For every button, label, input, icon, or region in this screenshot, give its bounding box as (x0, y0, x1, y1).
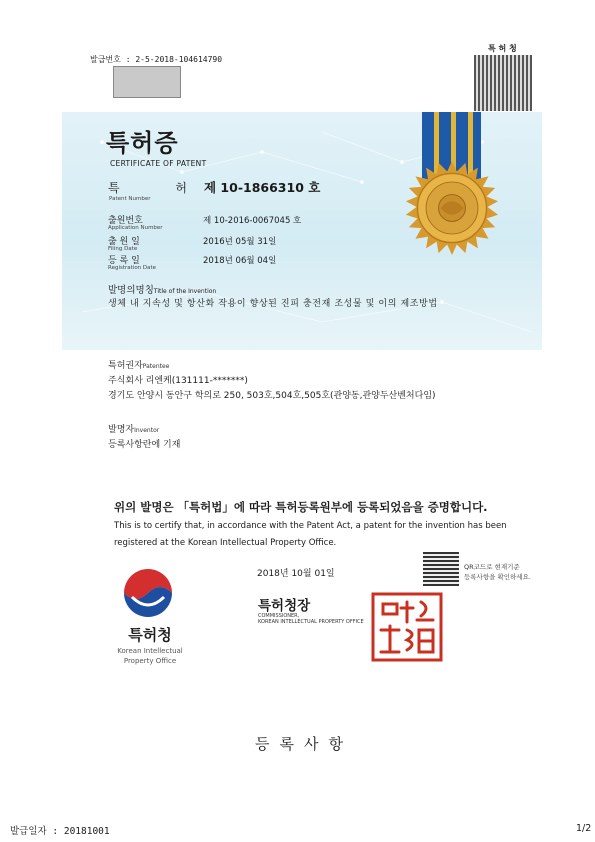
commissioner-en-line1: COMMISSIONER, (258, 613, 300, 619)
gold-seal (404, 160, 500, 256)
filing-date-label: 출 원 일 (108, 237, 140, 247)
filing-date-value: 2016년 05월 31일 (203, 237, 277, 247)
qr-code-top (474, 55, 532, 111)
patentee-name: 주식회사 리엔케(131111-*******) (108, 376, 248, 386)
filing-date-label-en: Filing Date (108, 246, 138, 252)
invention-title-label (108, 282, 216, 296)
patentee-label-ko: 특허권자 (108, 361, 143, 371)
qr-code-bottom (423, 552, 459, 586)
issue-date: 발급일자 : 20181001 (10, 826, 110, 837)
inventor-value: 등록사항란에 기재 (108, 440, 181, 450)
certificate-subtitle: CERTIFICATE OF PATENT (110, 159, 207, 168)
kipo-logo-ko: 특허청 (128, 626, 172, 644)
commissioner-title-ko: 특허청장 (258, 598, 311, 614)
application-number-label: 출원번호 (108, 216, 143, 226)
qr-side-mark (458, 56, 470, 116)
page-number: 1/2 (576, 823, 592, 834)
certification-statement-en: This is to certify that, in accordance with the Patent Act, a patent for the invention has been registered at the Korean Intellectual Property Office. (114, 521, 507, 548)
registration-date-label-en: Registration Date (108, 265, 157, 271)
issue-number: 발급번호 : 2-5-2018-104614790 (90, 55, 223, 64)
barcode-image (113, 66, 181, 98)
patentee-label (108, 358, 169, 371)
commissioner-title-en (258, 613, 364, 625)
patent-number-label: 특 허 (108, 181, 213, 195)
inventor-label-en: Inventor (134, 427, 160, 434)
commissioner-en-line2: KOREAN INTELLECTUAL PROPERTY OFFICE (258, 619, 364, 625)
invention-title-label-ko: 발명의명칭 (108, 285, 154, 296)
invention-title-label-en: Title of the Invention (153, 288, 217, 295)
patentee-label-en: Patentee (142, 363, 170, 370)
patent-number-value: 제 10-1866310 호 (204, 180, 321, 195)
kipo-logo-en-line1: Korean Intellectual (117, 647, 183, 655)
certificate-date: 2018년 10월 01일 (257, 569, 335, 579)
application-number-value: 제 10-2016-0067045 호 (203, 216, 302, 226)
invention-title: 생체 내 지속성 및 항산화 작용이 향상된 진피 충전재 조성물 및 이의 제조방법 (108, 299, 438, 309)
inventor-label (108, 422, 159, 435)
qr-instruction-line2: 등록사항을 확인하세요. (464, 573, 531, 581)
kipo-logo-en-line2: Property Office (123, 657, 177, 665)
patentee-address: 경기도 안양시 동안구 학의로 250, 503호,504호,505호(관양동,관양두산벤처다임) (108, 391, 436, 401)
inventor-label-ko: 발명자 (108, 425, 135, 435)
qr-instruction-line1: QR코드로 현재기준 (464, 563, 520, 571)
registration-date-value: 2018년 06월 04일 (203, 256, 277, 266)
certification-statement-ko: 위의 발명은 「특허법」에 따라 특허등록원부에 등록되었음을 증명합니다. (114, 500, 488, 514)
application-number-label-en: Application Number (108, 225, 163, 231)
registration-date-label: 등 록 일 (108, 256, 140, 266)
official-red-stamp (367, 590, 447, 664)
patent-number-label-en: Patent Number (109, 196, 151, 202)
qr-instruction (464, 562, 531, 582)
kipo-logo-en (112, 646, 188, 666)
certificate-title: 특허증 (106, 129, 179, 157)
kipo-logo (110, 567, 186, 619)
qr-label: 특 허 청 (488, 44, 517, 53)
registration-section-title: 등록사항 (255, 735, 353, 753)
